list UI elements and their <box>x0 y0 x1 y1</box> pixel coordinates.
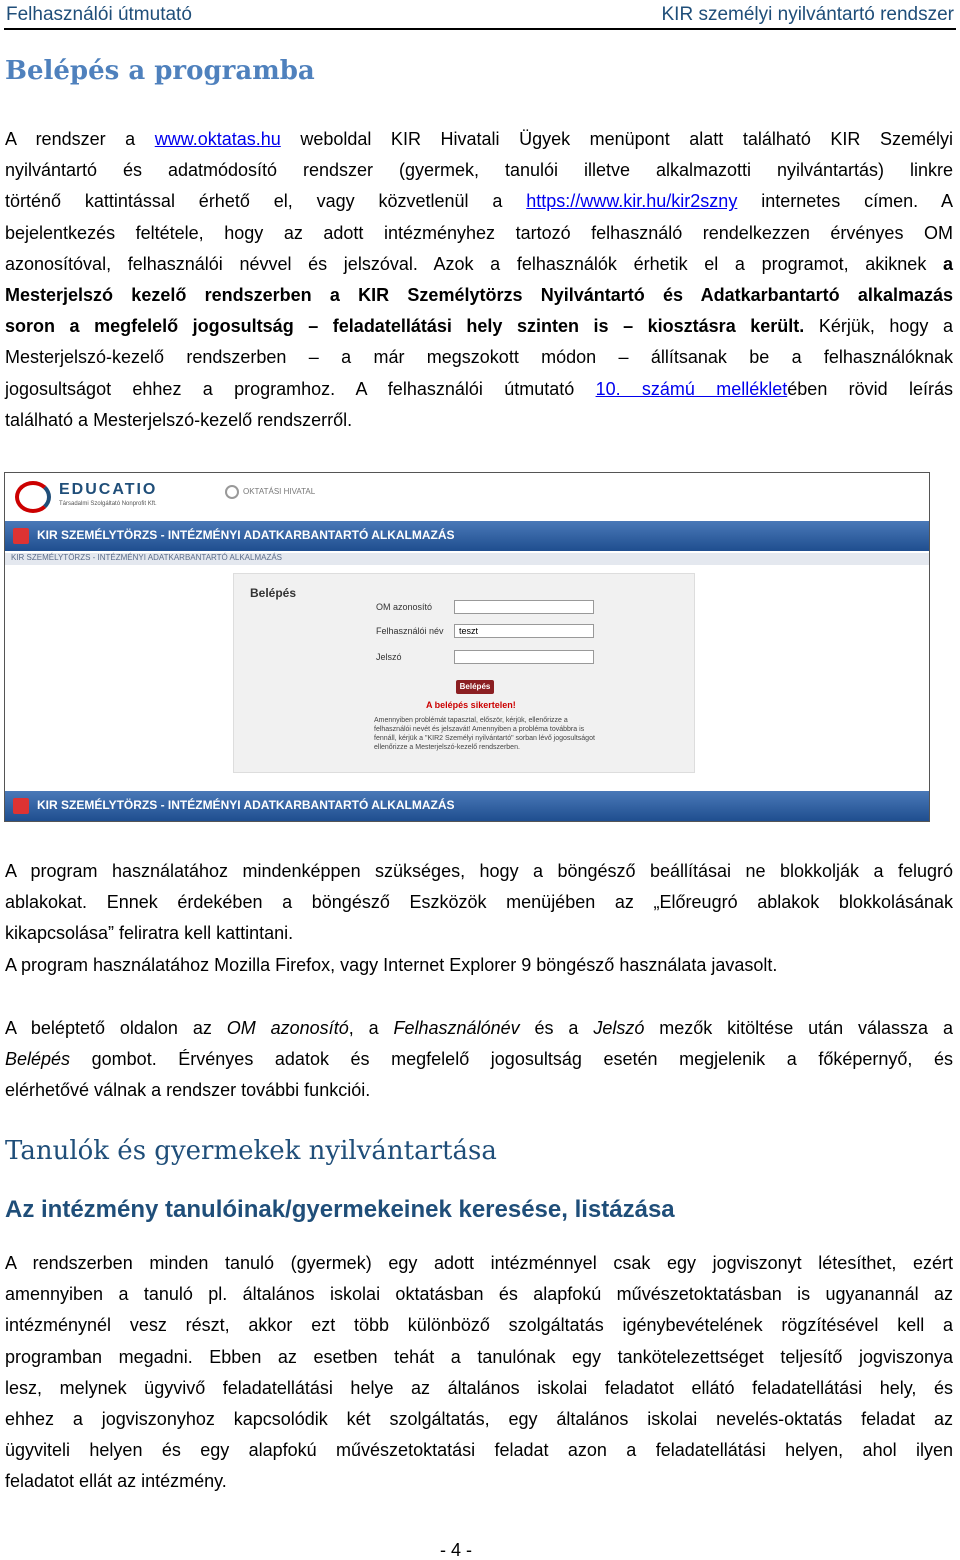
kir2szny-link[interactable]: https://www.kir.hu/kir2szny <box>526 191 738 212</box>
text-line: amennyiben a tanuló pl. általános iskolai oktatásban és alapfokú művészetoktatásban is ugyanannál az <box>5 1284 953 1305</box>
band-tag-icon <box>13 528 29 544</box>
text-line: A beléptető oldalon az OM azonosító, a Felhasználónév és a Jelszó mezők kitöltése után válassza a <box>5 1018 953 1038</box>
text-line: A program használatához mindenképpen szükséges, hogy a böngésző beállításai ne blokkolják a felugró <box>5 861 953 881</box>
text-line: A program használatához Mozilla Firefox, vagy Internet Explorer 9 böngésző használata javasolt. <box>5 954 778 975</box>
screenshot-title-band: KIR SZEMÉLYTÖRZS - INTÉZMÉNYI ADATKARBANTARTÓ ALKALMAZÁS <box>5 521 929 551</box>
text-line: intézménynél vesz részt, akkor ezt több különböző szolgáltatás igénybevételének rögzítésével kell a <box>5 1315 953 1336</box>
band-tag-icon <box>13 798 29 814</box>
username-input[interactable]: teszt <box>454 624 594 638</box>
password-label: Jelszó <box>376 652 402 662</box>
screenshot-logo-bar <box>5 473 929 521</box>
text-line: jogosultságot ehhez a programhoz. A felhasználói útmutató 10. számú mellékletében rövid leírás <box>5 378 953 399</box>
screenshot-footer-band: KIR SZEMÉLYTÖRZS - INTÉZMÉNYI ADATKARBANTARTÓ ALKALMAZÁS <box>5 791 929 821</box>
text-line: ehhez a jogviszonyhoz kapcsolódik két szolgáltatás, egy általános iskolai nevelés-oktatás feladat az <box>5 1409 953 1430</box>
educatio-logo-icon <box>15 481 51 513</box>
password-input[interactable] <box>454 650 594 664</box>
om-label: OM azonosító <box>376 602 433 612</box>
header-system-name: KIR személyi nyilvántartó rendszer <box>661 4 954 25</box>
page-number: - 4 - <box>440 1540 473 1560</box>
text-line: található a Mesterjelszó-kezelő rendszerről. <box>5 409 353 430</box>
text-line: A rendszerben minden tanuló (gyermek) egy adott intézménnyel csak egy jogviszonyt létesíthet, ezért <box>5 1253 953 1273</box>
text-line: elérhetővé válnak a rendszer további funkciói. <box>5 1080 371 1101</box>
text-line: feladatot ellát az intézmény. <box>5 1471 227 1492</box>
login-instructions-paragraph <box>5 1013 953 1107</box>
screenshot-subtitle-bar: KIR SZEMÉLYTÖRZS - INTÉZMÉNYI ADATKARBANTARTÓ ALKALMAZÁS <box>5 553 929 565</box>
text-line: ügyviteli helyen és egy alapfokú művészetoktatási feladat azon a feladatellátási helyen, ahol ilyen <box>5 1440 953 1461</box>
intro-paragraph <box>5 124 953 436</box>
browser-paragraph <box>5 856 953 981</box>
login-panel <box>233 573 695 773</box>
oktatas-link[interactable]: www.oktatas.hu <box>154 129 281 149</box>
text-line: A rendszer a www.oktatas.hu weboldal KIR Hivatali Ügyek menüpont alatt található KIR Személyi <box>5 129 954 149</box>
login-button[interactable]: Belépés <box>456 680 494 694</box>
login-screenshot <box>4 472 930 822</box>
educatio-logo: EDUCATIO Társadalmi Szolgáltató Nonprofit Kft. <box>15 479 185 515</box>
header-doc-title: Felhasználói útmutató <box>6 4 192 25</box>
text-line: Mesterjelszó kezelő rendszerben a KIR Személytörzs Nyilvántartó és Adatkarbantartó alkalmazás <box>5 285 953 306</box>
subsection-title-search: Az intézmény tanulóinak/gyermekeinek keresése, listázása <box>5 1196 675 1223</box>
agency-seal-icon <box>225 485 239 499</box>
section-title-students: Tanulók és gyermekek nyilvántartása <box>5 1136 497 1166</box>
text-line: történő kattintással érhető el, vagy közvetlenül a https://www.kir.hu/kir2szny internetes címen. A <box>5 191 953 212</box>
login-error: A belépés sikertelen! <box>426 700 516 710</box>
oktatasi-hivatal-logo: OKTATÁSI HIVATAL <box>225 485 385 509</box>
section-title-login: Belépés a programba <box>5 56 315 86</box>
text-line: ablakokat. Ennek érdekében a böngésző Eszközök menüjében az „Előreugró ablakok blokkolásának <box>5 892 953 913</box>
text-line: kikapcsolása” feliratra kell kattintani. <box>5 923 294 944</box>
text-line: soron a megfelelő jogosultság – feladatellátási hely szinten is – kiosztásra került. Kérjük, hogy a <box>5 316 953 337</box>
text-line: azonosítóval, felhasználói névvel és jelszóval. Azok a felhasználók érhetik el a programot, akiknek a <box>5 253 953 274</box>
page-header <box>4 0 956 30</box>
attachment-link[interactable]: 10. számú melléklet <box>595 378 788 399</box>
login-help-message: Amennyiben problémát tapasztal, először, kérjük, ellenőrizze a felhasználói nevét és jelszavát! Amennyiben a probléma továbbra is fennáll, kérjük a "KIR2 Személyi nyilvántartó" sorban lévő jogosultságot ellenőrizze a Mesterjelszó-kezelő rendszerben. <box>374 717 595 751</box>
text-line: programban megadni. Ebben az esetben tehát a tanulónak egy tankötelezettséget teljesítő jogviszonya <box>5 1346 953 1367</box>
text-line: lesz, melynek ügyvivő feladatellátási helye az általános iskolai feladatot ellátó feladatellátási hely, és <box>5 1377 953 1398</box>
text-line: bejelentkezés feltétele, hogy az adott intézményhez tartozó felhasználó rendelkezzen érvényes OM <box>5 222 953 243</box>
om-input[interactable] <box>454 600 594 614</box>
text-line: nyilvántartó és adatmódosító rendszer (gyermek, tanulói illetve alkalmazotti nyilvántartás) linkre <box>5 160 953 181</box>
text-line: Belépés gombot. Érvényes adatok és megfelelő jogosultság esetén megjelenik a főképernyő, és <box>5 1049 953 1070</box>
text-line: Mesterjelszó-kezelő rendszerben – a már megszokott módon – állítsanak be a felhasználóknak <box>5 347 953 368</box>
login-panel-title: Belépés <box>250 586 297 600</box>
students-paragraph <box>5 1248 953 1498</box>
username-label: Felhasználói név <box>376 626 444 636</box>
